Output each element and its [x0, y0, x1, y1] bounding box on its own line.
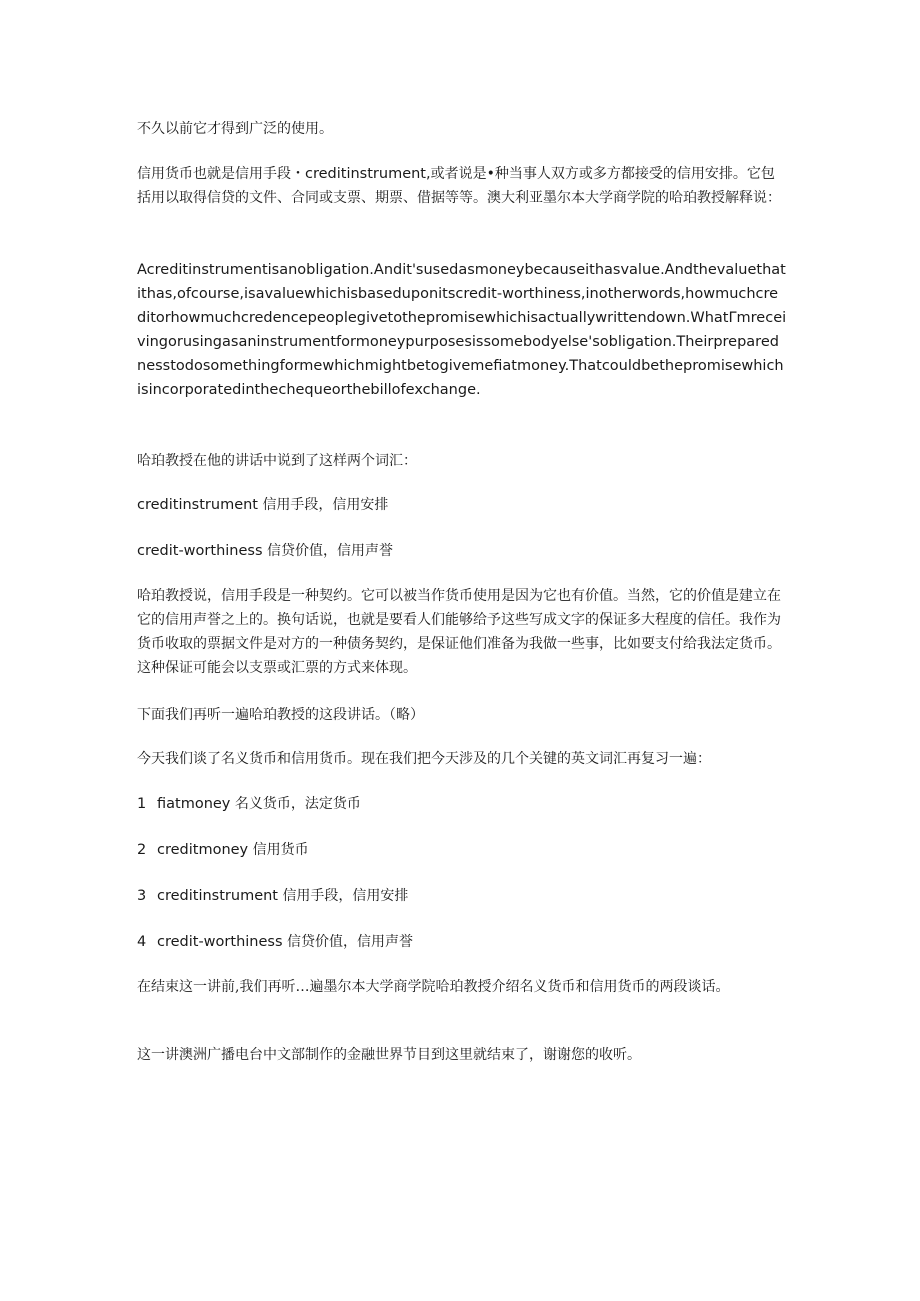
paragraph-closing-listen: 在结束这一讲前,我们再听…遍墨尔本大学商学院哈珀教授介绍名义货币和信用货币的两段谈话。 [137, 979, 730, 995]
vocab-english: creditmoney [157, 842, 249, 858]
vocab-number: 3 [137, 888, 147, 904]
text-segment: 信用货币也就是信用手段・ [137, 166, 305, 182]
paragraph-farewell: 这一讲澳洲广播电台中文部制作的金融世界节目到这里就结束了，谢谢您的收听。 [137, 1047, 641, 1063]
english-quote-paragraph: Acreditinstrumentisanobligation.Andit'susedasmoneybecauseithasvalue.Andthevaluethatithas,ofcourse,isavaluewhichisbaseduponitscredit-worthiness,inotherwords,howmuchcreditorhowmuchcredencepeoplegivetothepromisewhichisactuallywrittendown.WhatΓmreceivingorusingasaninstrumentformoneypurposesissomebodyelse'sobligation.Theirpreparednesstodosomethingformewhichmightbetogivemefiatmoney.Thatcouldbethepromisewhichisincorporatedinthechequeorthebillofexchange. [137, 262, 787, 398]
vocab-number: 4 [137, 934, 147, 950]
vocab-chinese: 信贷价值，信用声誉 [286, 934, 413, 950]
paragraph-explanation: 哈珀教授说，信用手段是一种契约。它可以被当作货币使用是因为它也有价值。当然，它的价值是建立在它的信用声誉之上的。换句话说，也就是要看人们能够给予这些写成文字的保证多大程度的信任。我作为货币收取的票据文件是对方的一种债务契约，是保证他们准备为我做一些事，比如要支付给我法定货币。这种保证可能会以支票或汇票的方式来体现。 [137, 588, 781, 676]
text-segment: 或者说是•种当事人双方或多方都接受的信用安排。它包括用以取得信贷的文件、合同或支票、期票、借据等等。澳大利亚墨尔本大学商学院的哈珀教授解释说： [137, 166, 781, 206]
vocab-item [137, 792, 787, 816]
paragraph-listen-again: 下面我们再听一遍哈珀教授的这段讲话。（略） [137, 707, 424, 723]
vocab-english: creditinstrument [157, 888, 278, 904]
term-english: creditinstrument [137, 497, 258, 513]
term-line-credit-instrument [137, 493, 787, 517]
paragraph-intro: 不久以前它才得到广泛的使用。 [137, 121, 333, 137]
vocab-chinese: 名义货币，法定货币 [234, 796, 361, 812]
term-english: credit-worthiness [137, 543, 263, 559]
vocab-english: credit-worthiness [157, 934, 283, 950]
term-chinese: 信用手段，信用安排 [262, 497, 389, 513]
paragraph-two-terms: 哈珀教授在他的讲话中说到了这样两个词汇： [137, 453, 417, 469]
term-chinese: 信贷价值，信用声誉 [266, 543, 393, 559]
english-term: creditinstrument, [305, 166, 431, 182]
vocab-chinese: 信用手段，信用安排 [282, 888, 409, 904]
vocab-item [137, 930, 787, 954]
vocab-number: 2 [137, 842, 147, 858]
vocab-english: fiatmoney [157, 796, 231, 812]
paragraph-credit-money-definition [137, 162, 787, 210]
vocab-number: 1 [137, 796, 147, 812]
vocab-item [137, 884, 787, 908]
vocab-item [137, 838, 787, 862]
paragraph-review-intro: 今天我们谈了名义货币和信用货币。现在我们把今天涉及的几个关键的英文词汇再复习一遍： [137, 751, 711, 767]
term-line-credit-worthiness [137, 539, 787, 563]
vocab-chinese: 信用货币 [252, 842, 309, 858]
